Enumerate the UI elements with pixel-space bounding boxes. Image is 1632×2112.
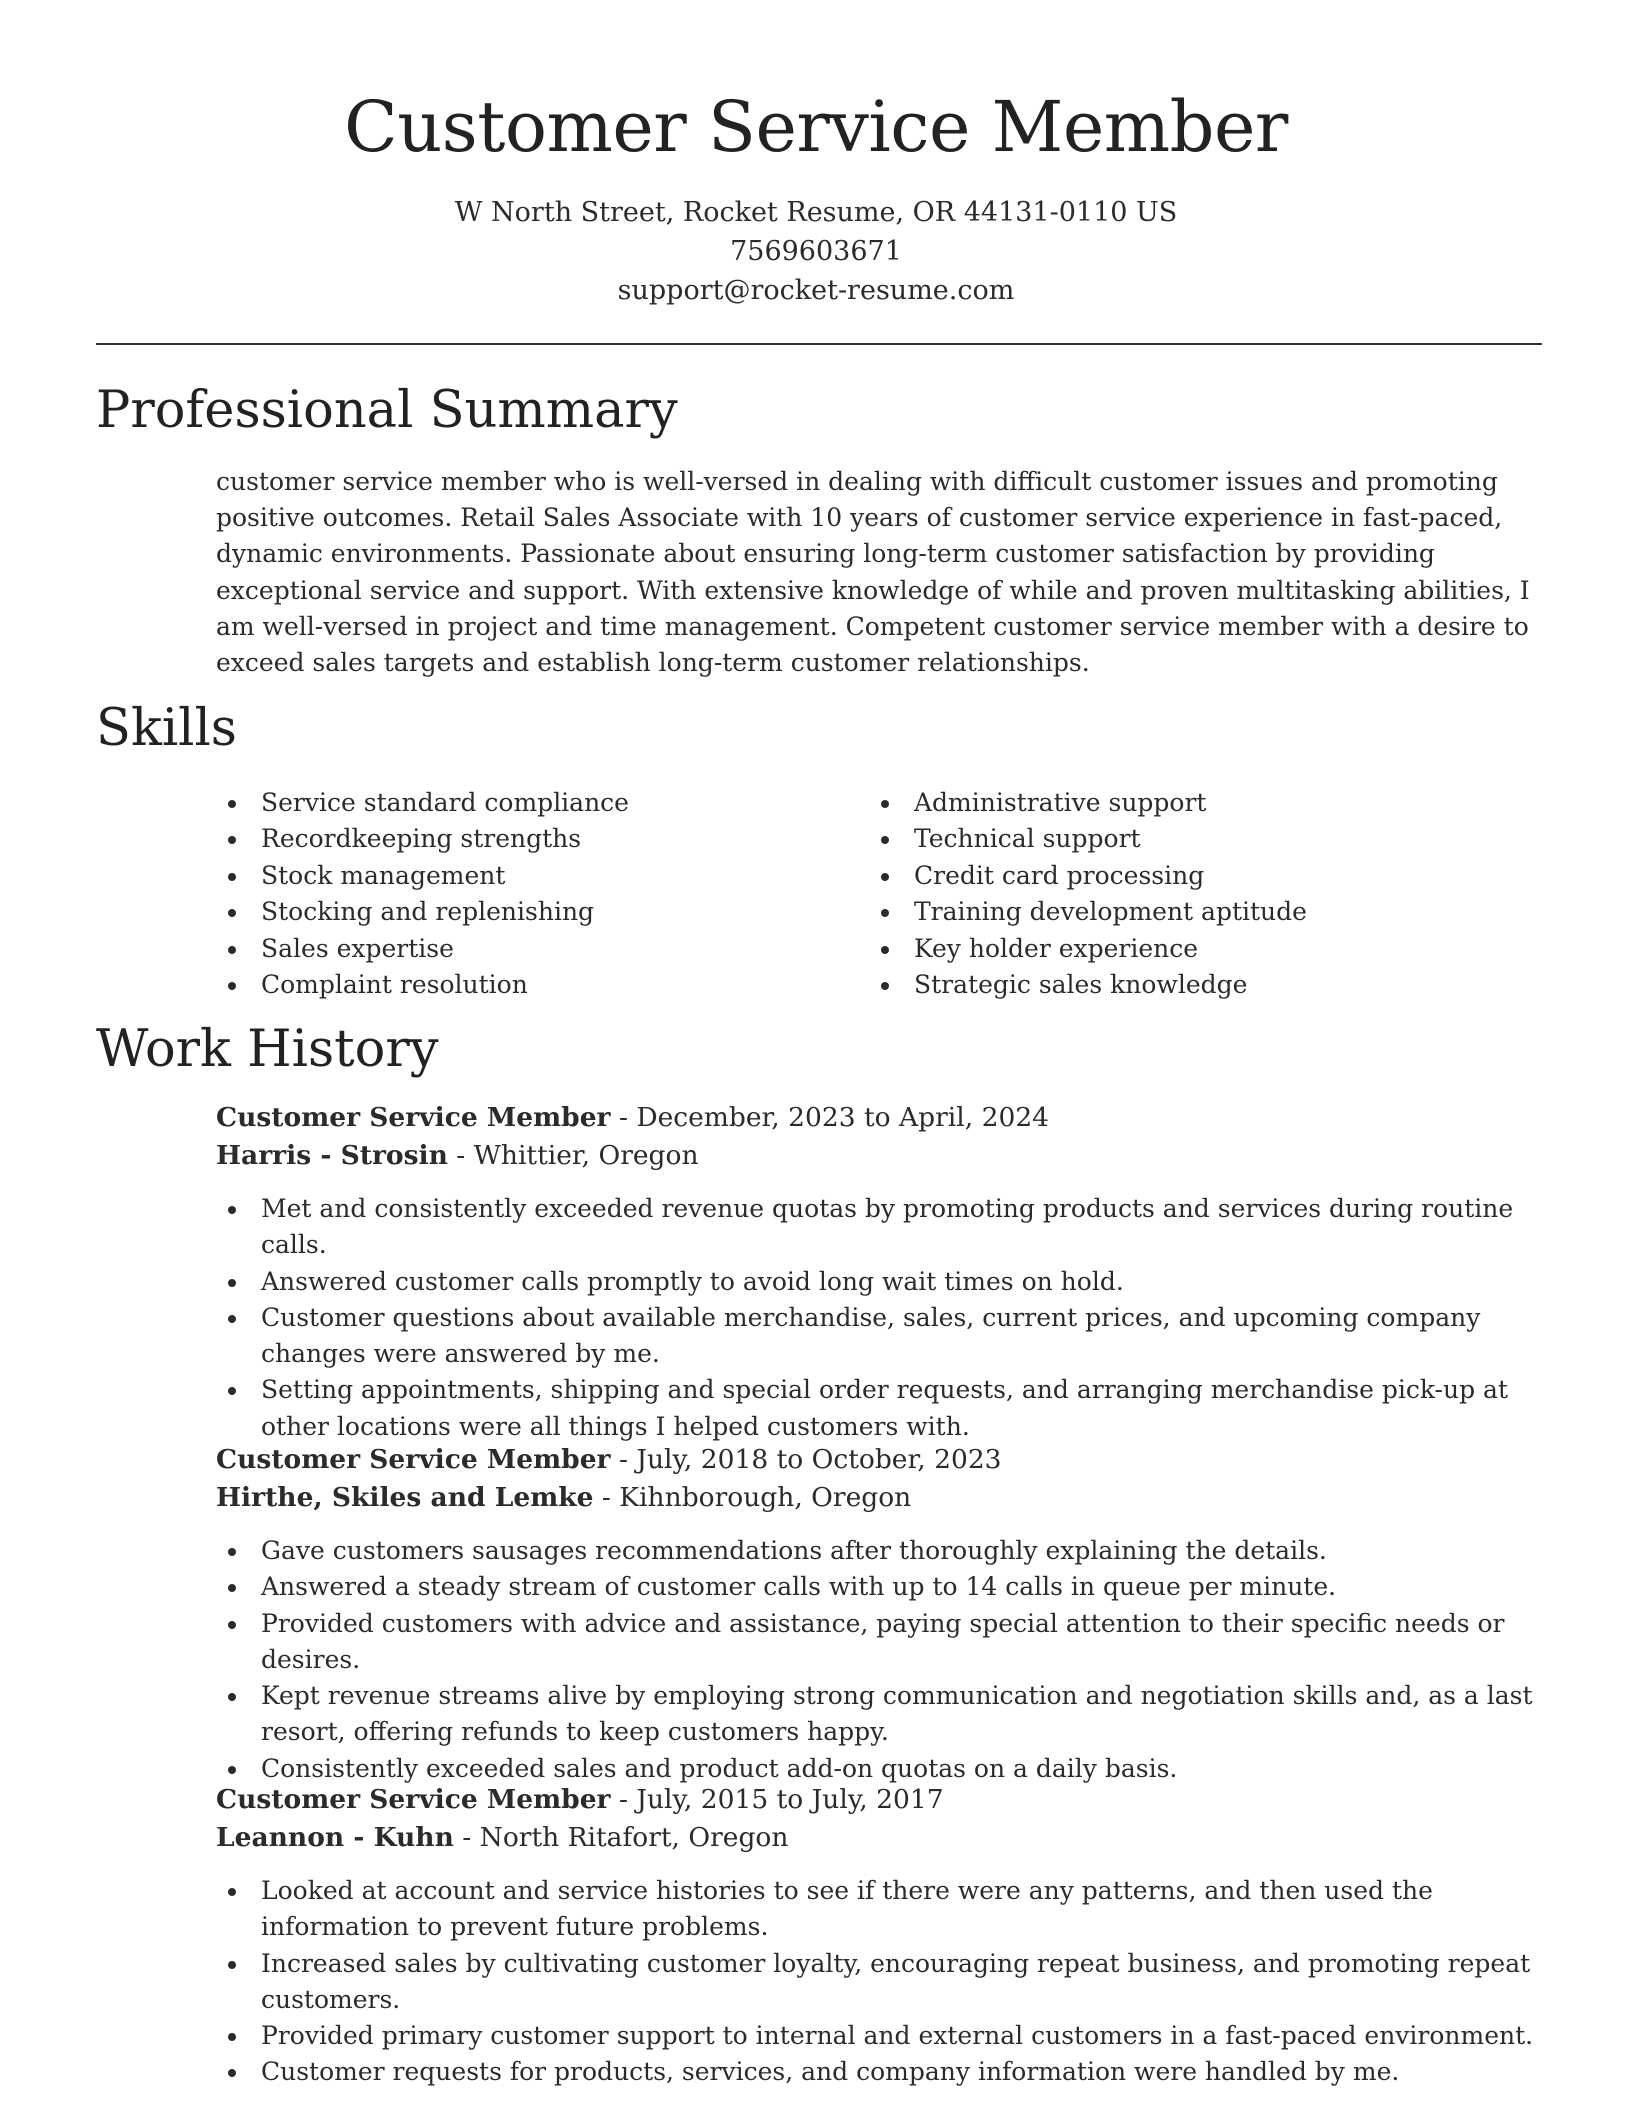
skill-item: Training development aptitude <box>869 894 1489 930</box>
job-dates: - July, 2015 to July, 2017 <box>610 1784 944 1815</box>
job-location: - Kihnborough, Oregon <box>593 1482 912 1513</box>
skill-item: Key holder experience <box>869 931 1489 967</box>
job-bullets <box>216 1873 1546 2091</box>
work-history-heading: Work History <box>96 1020 439 1079</box>
job-bullet: Answered a steady stream of customer calls with up to 14 calls in queue per minute. <box>216 1569 1546 1605</box>
job-bullets <box>216 1533 1546 1787</box>
skill-item: Administrative support <box>869 785 1489 821</box>
skill-item: Recordkeeping strengths <box>216 821 836 857</box>
job-company: Hirthe, Skiles and Lemke <box>216 1482 594 1513</box>
phone: 7569603671 <box>730 236 902 267</box>
skill-item: Stocking and replenishing <box>216 894 836 930</box>
job-bullet: Setting appointments, shipping and special order requests, and arranging merchandise pick-up at other locations were all things I helped customers with. <box>216 1372 1546 1445</box>
job-company-line <box>216 1819 788 1857</box>
address: W North Street, Rocket Resume, OR 44131-0110 US <box>454 197 1178 228</box>
job-bullet: Looked at account and service histories to see if there were any patterns, and then used the information to prevent future problems. <box>216 1873 1546 1946</box>
email: support@rocket-resume.com <box>617 275 1015 306</box>
header-divider <box>96 343 1542 345</box>
skill-item: Credit card processing <box>869 858 1489 894</box>
job-company-line <box>216 1479 911 1517</box>
job-bullet: Met and consistently exceeded revenue quotas by promoting products and services during routine calls. <box>216 1191 1546 1264</box>
job-location: - North Ritafort, Oregon <box>453 1822 789 1853</box>
job-dates: - December, 2023 to April, 2024 <box>610 1102 1050 1133</box>
summary-text: customer service member who is well-versed in dealing with difficult customer issues and promoting positive outcomes. Retail Sales Associate with 10 years of customer service experience in fast-paced, dynamic environments. Passionate about ensuring long-term customer satisfaction by providing exceptional service and support. With extensive knowledge of while and proven multitasking abilities, I am well-versed in project and time management. Competent customer service member with a desire to exceed sales targets and establish long-term customer relationships. <box>216 467 1530 678</box>
job-company-line <box>216 1137 699 1175</box>
job-bullets <box>216 1191 1546 1445</box>
job-company: Harris - Strosin <box>216 1140 448 1171</box>
summary-heading: Professional Summary <box>96 381 678 440</box>
skill-item: Sales expertise <box>216 931 836 967</box>
skill-item: Stock management <box>216 858 836 894</box>
job-dates: - July, 2018 to October, 2023 <box>610 1444 1002 1475</box>
job-bullet: Answered customer calls promptly to avoid long wait times on hold. <box>216 1264 1546 1300</box>
skills-list-right <box>869 785 1489 1003</box>
job-bullet: Increased sales by cultivating customer loyalty, encouraging repeat business, and promoting repeat customers. <box>216 1946 1546 2019</box>
skill-item: Service standard compliance <box>216 785 836 821</box>
job-title: Customer Service Member <box>216 1784 611 1815</box>
skill-item: Technical support <box>869 821 1489 857</box>
job-bullet: Kept revenue streams alive by employing strong communication and negotiation skills and, as a last resort, offering refunds to keep customers happy. <box>216 1678 1546 1751</box>
job-title: Customer Service Member <box>216 1444 611 1475</box>
job-bullet: Consistently exceeded sales and product add-on quotas on a daily basis. <box>216 1751 1546 1787</box>
job-bullet: Provided primary customer support to internal and external customers in a fast-paced environment. <box>216 2018 1546 2054</box>
candidate-name: Customer Service Member <box>344 86 1288 168</box>
skills-list-left <box>216 785 836 1003</box>
skill-item: Complaint resolution <box>216 967 836 1003</box>
job-bullet: Provided customers with advice and assistance, paying special attention to their specific needs or desires. <box>216 1606 1546 1679</box>
job-title: Customer Service Member <box>216 1102 611 1133</box>
job-title-line <box>216 1441 1002 1479</box>
job-bullet: Customer requests for products, services, and company information were handled by me. <box>216 2054 1546 2090</box>
contact-block <box>0 193 1632 310</box>
job-bullet: Customer questions about available merchandise, sales, current prices, and upcoming company changes were answered by me. <box>216 1300 1546 1373</box>
job-title-line <box>216 1781 944 1819</box>
skills-heading: Skills <box>96 699 237 758</box>
job-company: Leannon - Kuhn <box>216 1822 454 1853</box>
skill-item: Strategic sales knowledge <box>869 967 1489 1003</box>
job-title-line <box>216 1099 1049 1137</box>
job-location: - Whittier, Oregon <box>447 1140 699 1171</box>
job-bullet: Gave customers sausages recommendations after thoroughly explaining the details. <box>216 1533 1546 1569</box>
